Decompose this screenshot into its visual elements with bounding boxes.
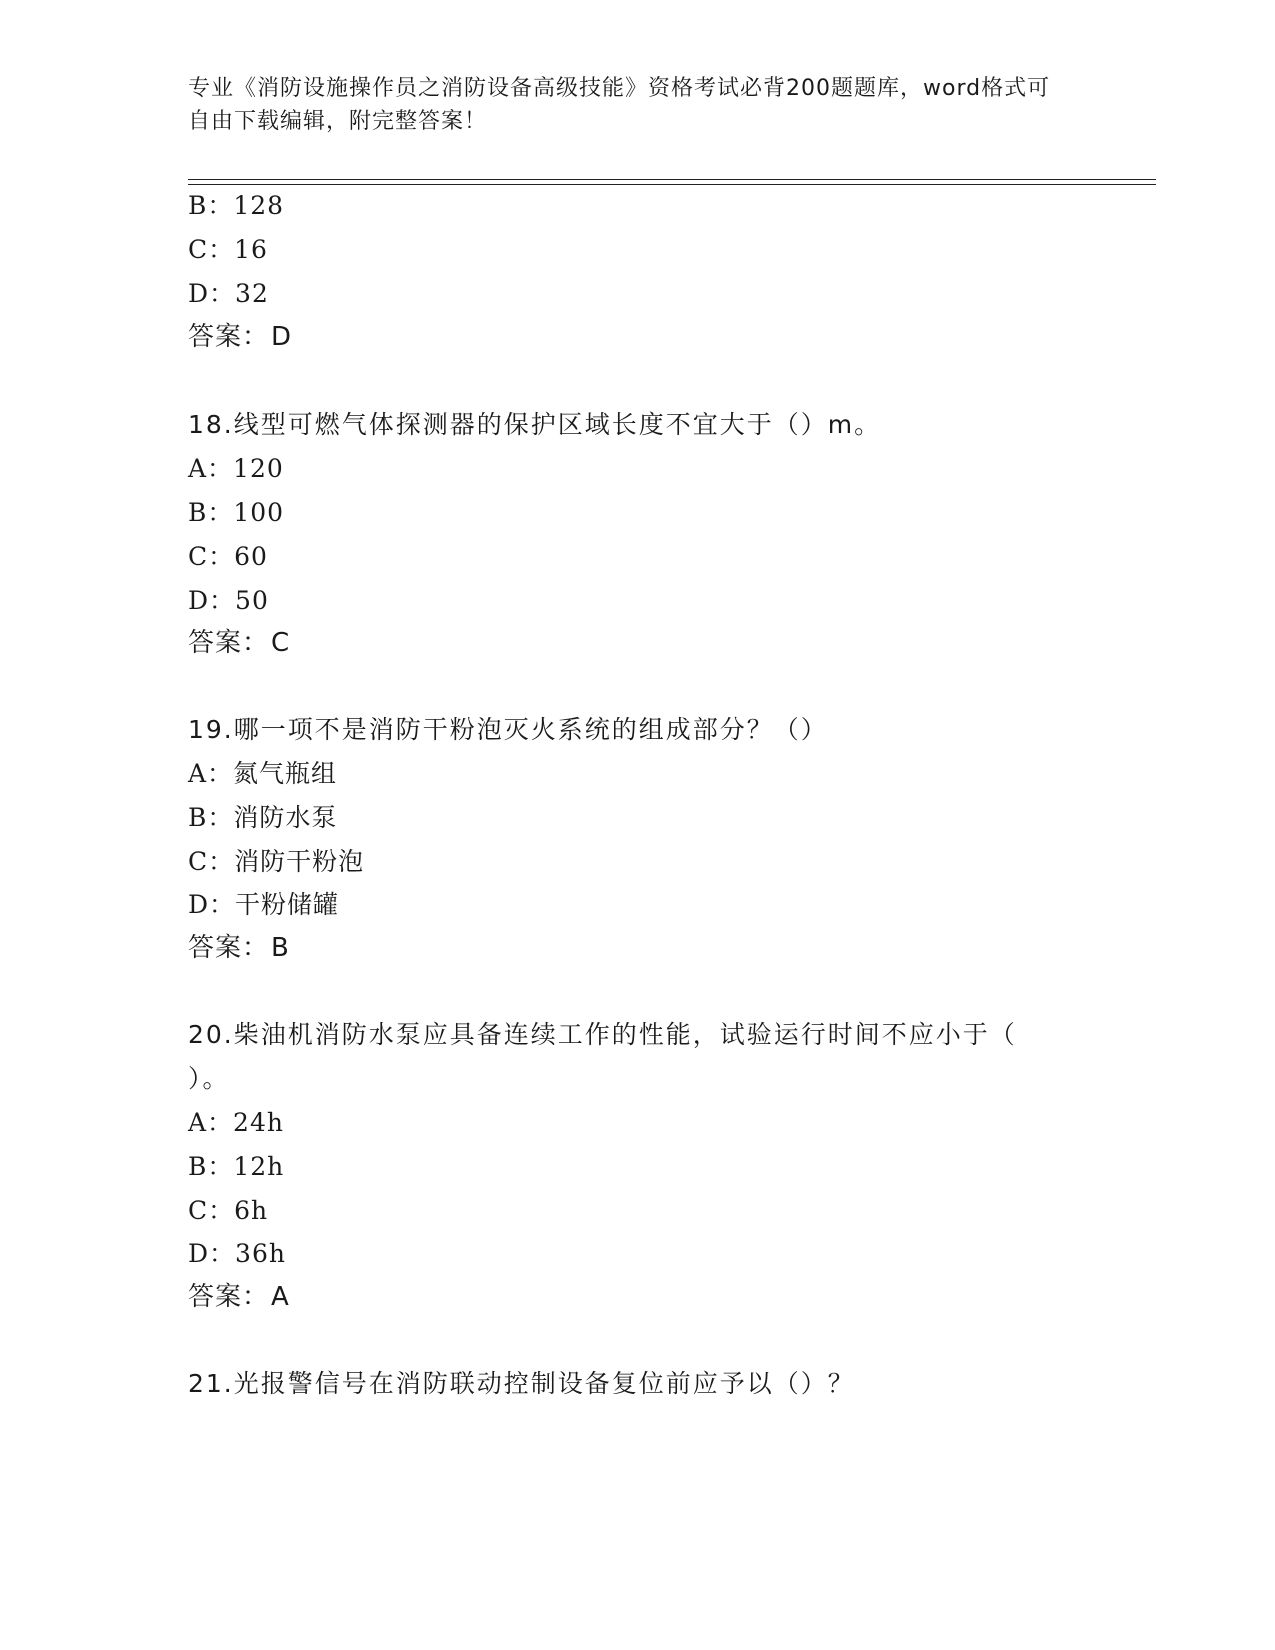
question-stem: 19.哪一项不是消防干粉泡灭火系统的组成部分？（） [188, 715, 828, 744]
option-b: B：12h [188, 1152, 285, 1181]
answer-label: 答案： [188, 322, 270, 352]
option-c: C：6h [188, 1196, 269, 1225]
answer-line [188, 321, 292, 353]
answer-label: 答案： [188, 1282, 270, 1312]
option-b: B：消防水泵 [188, 803, 338, 832]
answer-value: C [271, 628, 291, 658]
option-a: A：24h [188, 1108, 284, 1137]
option-c: C：消防干粉泡 [188, 847, 365, 876]
option-a: A：120 [188, 454, 284, 483]
option-b: B：128 [188, 191, 285, 220]
question-stem: 18.线型可燃气体探测器的保护区域长度不宜大于（）m。 [188, 410, 882, 439]
answer-line [188, 932, 290, 964]
option-d: D：32 [188, 279, 269, 308]
question-stem-line-2: ）。 [188, 1064, 230, 1093]
option-a: A：氮气瓶组 [188, 759, 338, 788]
option-c: C：60 [188, 542, 268, 571]
answer-line [188, 1281, 290, 1313]
option-b: B：100 [188, 498, 285, 527]
answer-label: 答案： [188, 933, 270, 963]
answer-value: D [271, 322, 293, 352]
answer-value: A [271, 1282, 290, 1312]
option-d: D：干粉储罐 [188, 890, 340, 919]
header-rule-bottom [188, 184, 1156, 185]
option-d: D：50 [188, 586, 269, 615]
option-d: D：36h [188, 1239, 286, 1268]
answer-label: 答案： [188, 628, 270, 658]
document-header-title: 专业《消防设施操作员之消防设备高级技能》资格考试必背200题题库，word格式可自由下载编辑，附完整答案！ [188, 76, 1051, 134]
header-rule-top [188, 179, 1156, 180]
question-stem-line-1: 20.柴油机消防水泵应具备连续工作的性能，试验运行时间不应小于（ [188, 1020, 1017, 1049]
answer-value: B [271, 933, 290, 963]
answer-line [188, 627, 290, 659]
question-stem: 21.光报警信号在消防联动控制设备复位前应予以（）？ [188, 1369, 855, 1398]
option-c: C：16 [188, 235, 268, 264]
